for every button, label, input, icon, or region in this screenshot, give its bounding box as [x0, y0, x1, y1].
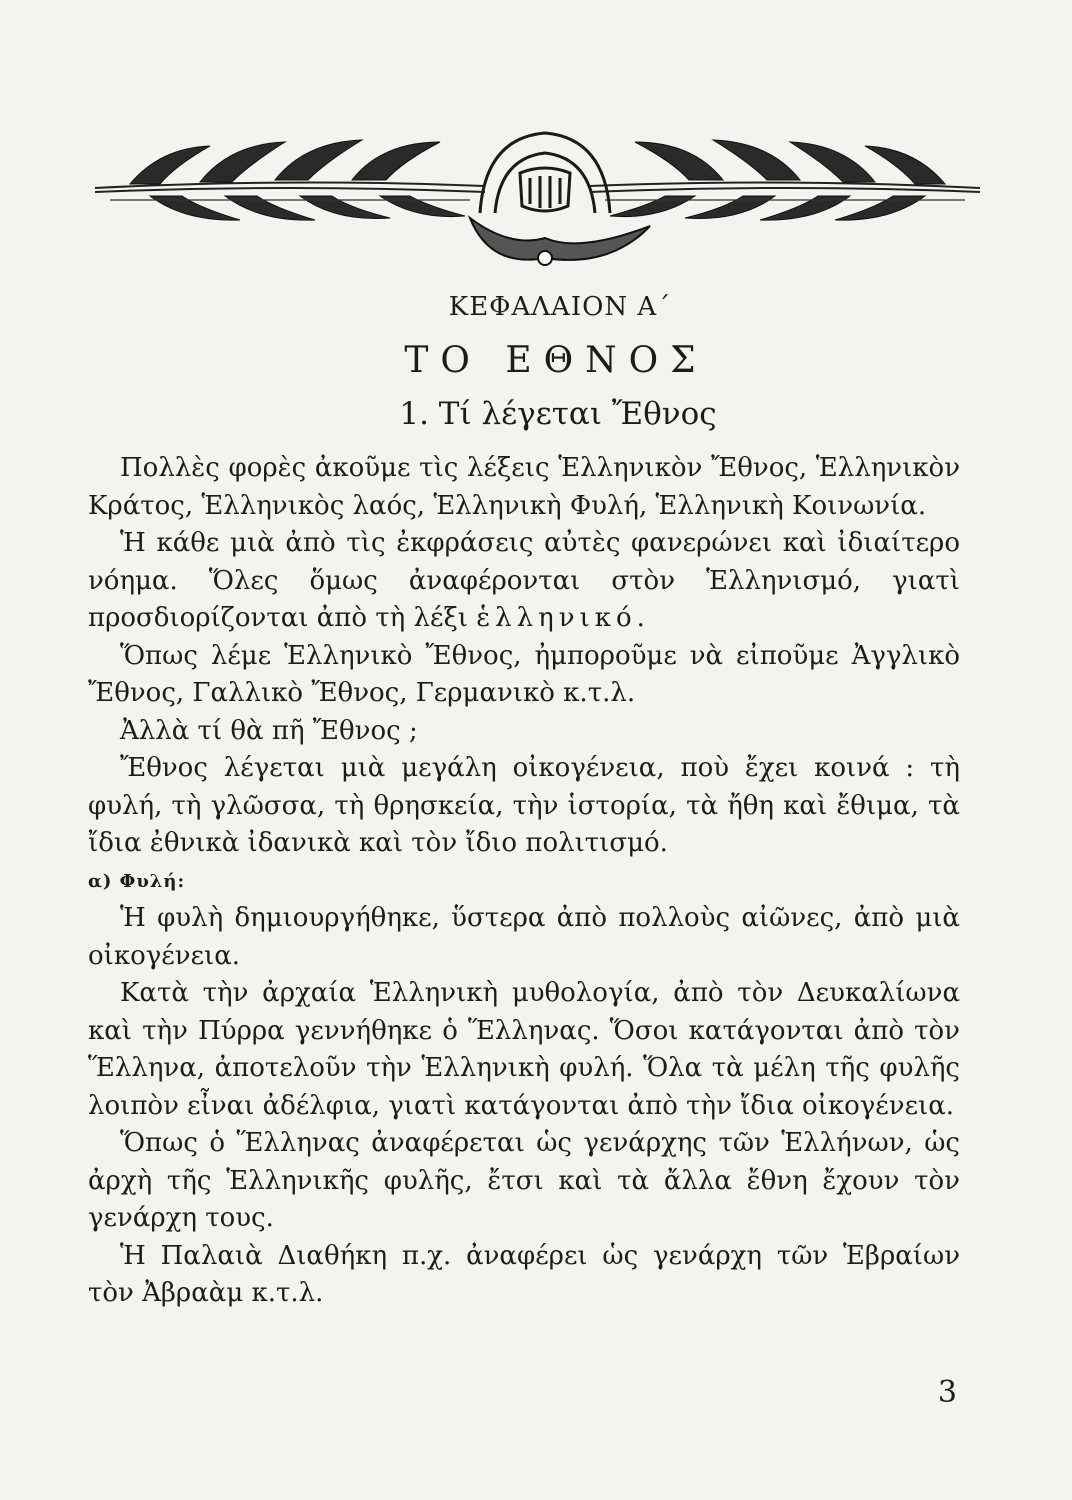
section-heading: 1. Τί λέγεται Ἔθνος	[399, 396, 717, 432]
paragraph: Ὅπως ὁ Ἕλληνας ἀναφέρεται ὡς γενάρχης τῶν Ἑλλήνων, ὡς ἀρχὴ τῆς Ἑλληνικῆς φυλῆς, ἔτσι καὶ τὰ ἄλλα ἔθνη ἔχουν τὸν γενάρχη τους.	[88, 1128, 960, 1233]
paragraph	[88, 525, 960, 638]
paragraph: Ἡ φυλὴ δημιουργήθηκε, ὕστερα ἀπὸ πολλοὺς αἰῶνες, ἀπὸ μιὰ οἰκογένεια.	[88, 903, 960, 971]
laurel-helmet-ornament	[90, 118, 985, 278]
paragraph: Ὅπως λέμε Ἑλληνικὸ Ἔθνος, ἠμποροῦμε νὰ εἰποῦμε Ἀγγλικὸ Ἔθνος, Γαλλικὸ Ἔθνος, Γερμανικὸ κ.τ.λ.	[88, 640, 960, 708]
paragraph: Πολλὲς φορὲς ἀκοῦμε τὶς λέξεις Ἑλληνικὸν Ἔθνος, Ἑλληνικὸν Κράτος, Ἑλληνικὸς λαός, Ἑλληνικὴ Φυλή, Ἑλληνικὴ Κοινωνία.	[88, 453, 960, 521]
page-number: 3	[937, 1375, 957, 1410]
paragraph: Ἔθνος λέγεται μιὰ μεγάλη οἰκογένεια, ποὺ ἔχει κοινά : τὴ φυλή, τὴ γλῶσσα, τὴ θρησκεία, τὴν ἱστορία, τὰ ἤθη καὶ ἔθιμα, τὰ ἴδια ἐθνικὰ ἰδανικὰ καὶ τὸν ἴδιο πολιτισμό.	[88, 753, 960, 858]
body-text	[88, 450, 960, 1313]
paragraph-text: Ἡ κάθε μιὰ ἀπὸ τὶς ἐκφράσεις αὐτὲς φανερώνει καὶ ἰδιαίτερο νόημα. Ὅλες ὅμως ἀναφέρονται στὸν Ἑλληνισμό, γιατὶ προσδιορίζονται ἀπὸ τὴ λέξι	[88, 528, 960, 633]
paragraph: Κατὰ τὴν ἀρχαία Ἑλληνικὴ μυθολογία, ἀπὸ τὸν Δευκαλίωνα καὶ τὴν Πύρρα γεννήθηκε ὁ Ἕλληνας. Ὅσοι κατάγονται ἀπὸ τὸν Ἕλληνα, ἀποτελοῦν τὴν Ἑλληνικὴ φυλή. Ὅλα τὰ μέλη τῆς φυλῆς λοιπὸν εἶναι ἀδέλφια, γιατὶ κατάγονται ἀπὸ τὴν ἴδια οἰκογένεια.	[88, 978, 960, 1121]
emphasized-word: ἑλληνικό.	[476, 603, 650, 633]
chapter-heading: ΚΕΦΑΛΑΙΟΝ Α΄	[448, 292, 672, 322]
page-title: ΤΟ ΕΘΝΟΣ	[404, 340, 708, 381]
paragraph: Ἀλλὰ τί θὰ πῆ Ἔθνος ;	[120, 715, 418, 746]
subsection-heading: α) Φυλή:	[88, 870, 186, 892]
paragraph: Ἡ Παλαιὰ Διαθήκη π.χ. ἀναφέρει ὡς γενάρχη τῶν Ἑβραίων τὸν Ἀβραὰμ κ.τ.λ.	[88, 1240, 960, 1308]
